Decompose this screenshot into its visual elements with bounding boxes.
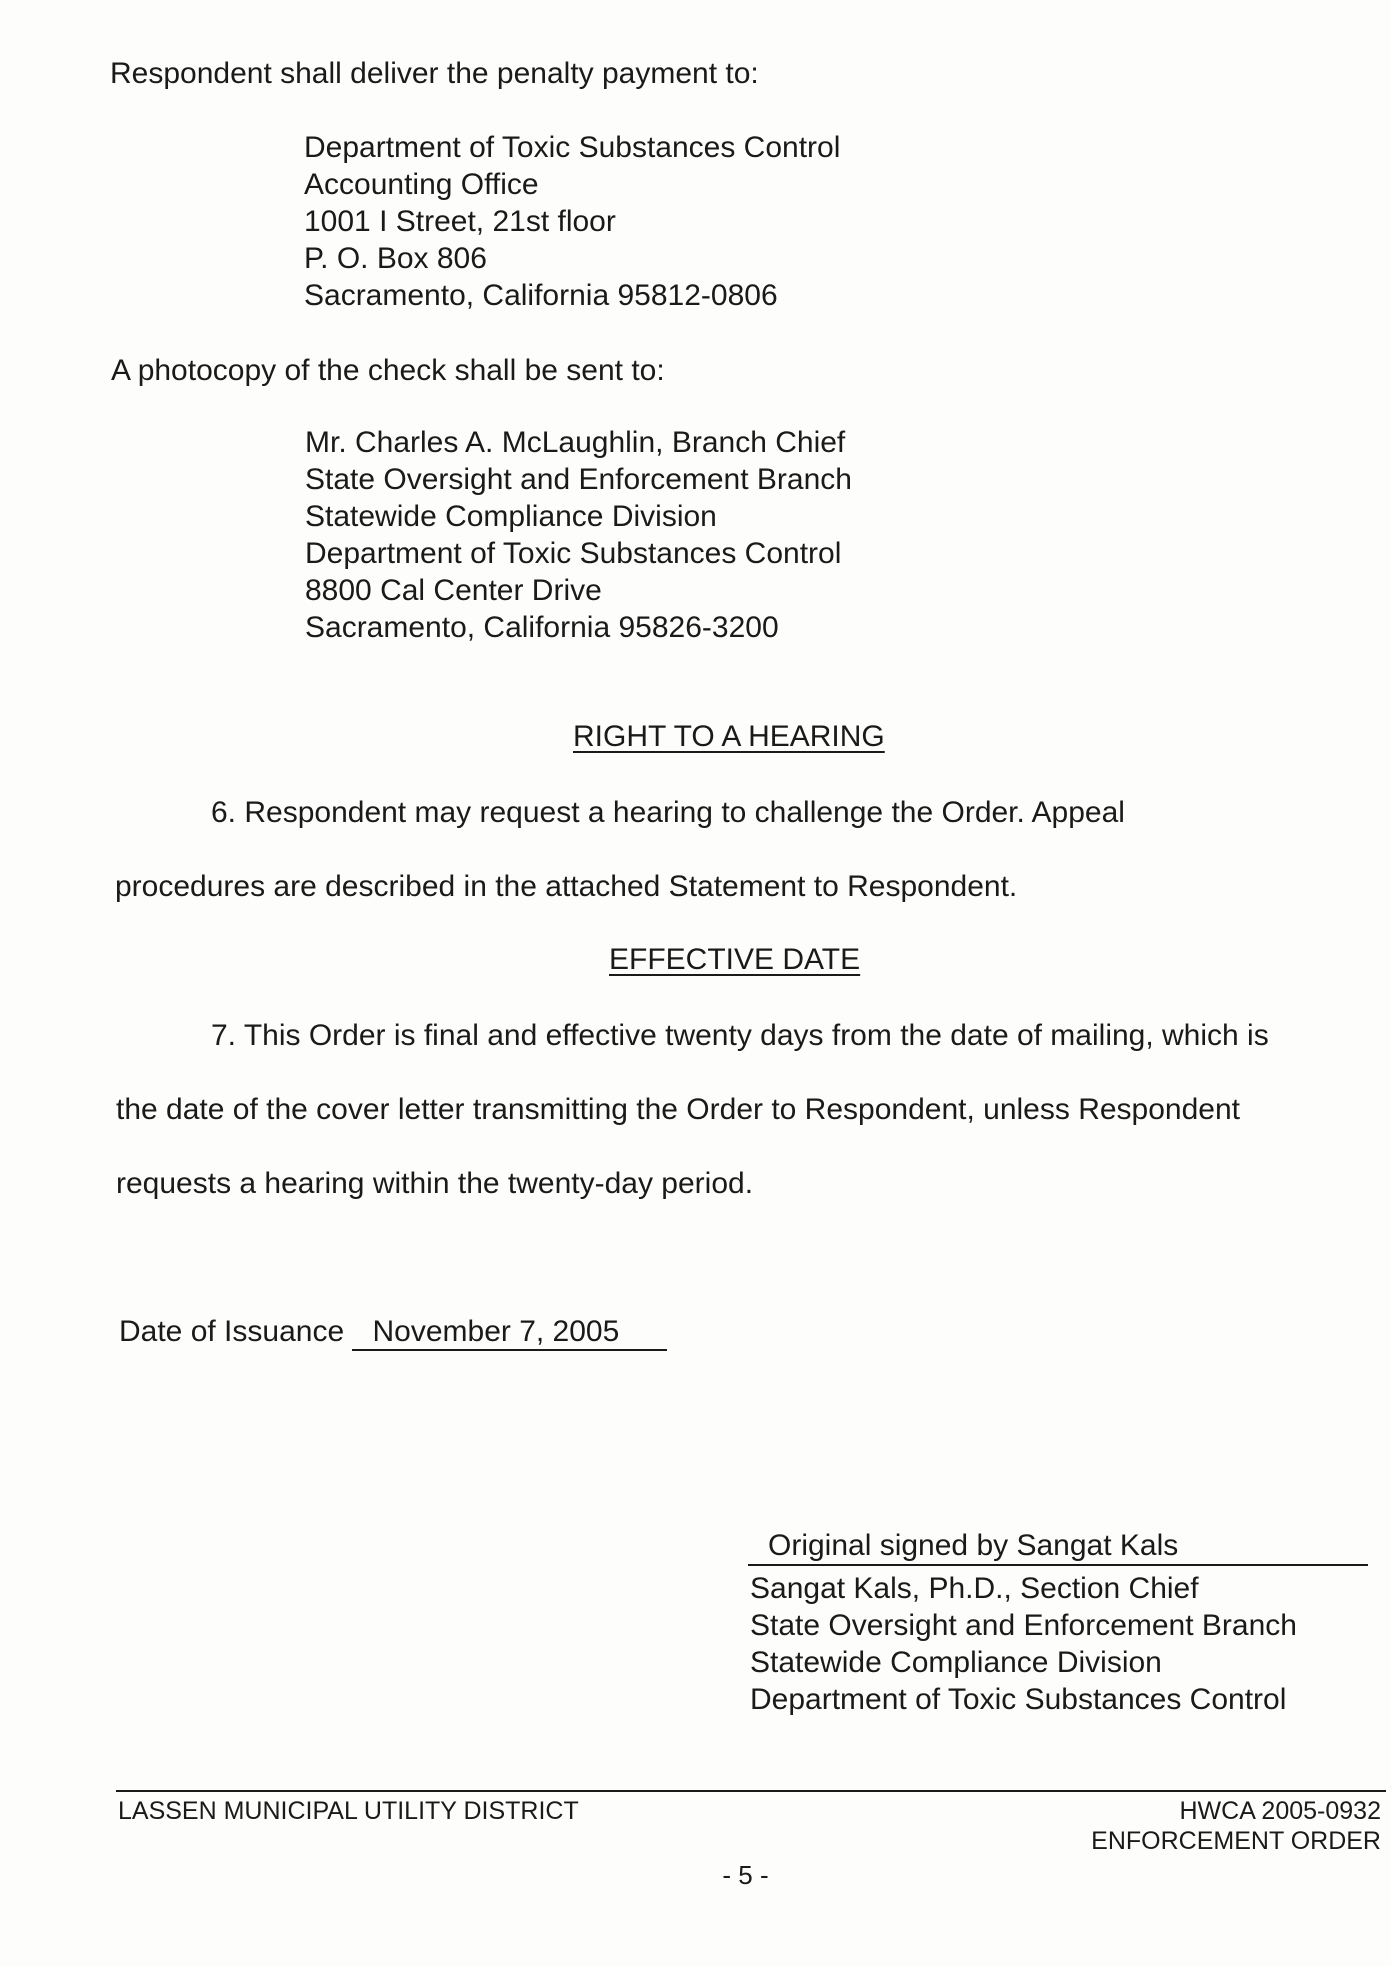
payment-address-line: Sacramento, California 95812-0806: [304, 279, 778, 312]
effective-paragraph-line: the date of the cover letter transmitting the Order to Respondent, unless Respondent: [116, 1093, 1240, 1126]
footer-case-number: HWCA 2005-0932: [1179, 1797, 1381, 1825]
payment-address-line: Department of Toxic Substances Control: [304, 131, 841, 164]
photocopy-address-line: State Oversight and Enforcement Branch: [305, 463, 852, 496]
page-number: - 5 -: [722, 1860, 769, 1890]
effective-paragraph-line: 7. This Order is final and effective twenty days from the date of mailing, which is: [211, 1019, 1269, 1052]
signature-line: Original signed by Sangat Kals: [748, 1528, 1368, 1566]
photocopy-intro: A photocopy of the check shall be sent to:: [111, 354, 665, 387]
footer-respondent-name: LASSEN MUNICIPAL UTILITY DISTRICT: [118, 1797, 579, 1825]
effective-paragraph-line: requests a hearing within the twenty-day period.: [116, 1167, 754, 1200]
footer-divider: [116, 1790, 1386, 1792]
payment-intro: Respondent shall deliver the penalty payment to:: [110, 57, 759, 90]
hearing-paragraph-line: 6. Respondent may request a hearing to challenge the Order. Appeal: [211, 796, 1125, 829]
payment-address-line: 1001 I Street, 21st floor: [304, 205, 616, 238]
payment-address-line: P. O. Box 806: [304, 242, 487, 275]
payment-address-block: [304, 129, 840, 314]
photocopy-address-line: Mr. Charles A. McLaughlin, Branch Chief: [305, 426, 846, 459]
section-heading-hearing: RIGHT TO A HEARING: [573, 720, 885, 753]
signature-title-line: Department of Toxic Substances Control: [750, 1683, 1287, 1716]
signature-block: [750, 1570, 1297, 1718]
photocopy-address-line: Statewide Compliance Division: [305, 500, 717, 533]
hearing-paragraph-line: procedures are described in the attached Statement to Respondent.: [115, 870, 1018, 903]
photocopy-address-line: 8800 Cal Center Drive: [305, 574, 602, 607]
signature-title-line: State Oversight and Enforcement Branch: [750, 1609, 1297, 1642]
photocopy-address-block: [305, 424, 852, 646]
photocopy-address-line: Sacramento, California 95826-3200: [305, 611, 779, 644]
issuance-row: [119, 1314, 667, 1351]
issuance-date: November 7, 2005: [352, 1315, 667, 1351]
issuance-label: Date of Issuance: [119, 1315, 345, 1348]
payment-address-line: Accounting Office: [304, 168, 539, 201]
signature-title-line: Statewide Compliance Division: [750, 1646, 1162, 1679]
signature-title-line: Sangat Kals, Ph.D., Section Chief: [750, 1572, 1199, 1605]
footer-case-info: [1091, 1796, 1381, 1856]
footer-document-type: ENFORCEMENT ORDER: [1091, 1827, 1381, 1855]
photocopy-address-line: Department of Toxic Substances Control: [305, 537, 842, 570]
section-heading-effective-date: EFFECTIVE DATE: [609, 943, 861, 976]
